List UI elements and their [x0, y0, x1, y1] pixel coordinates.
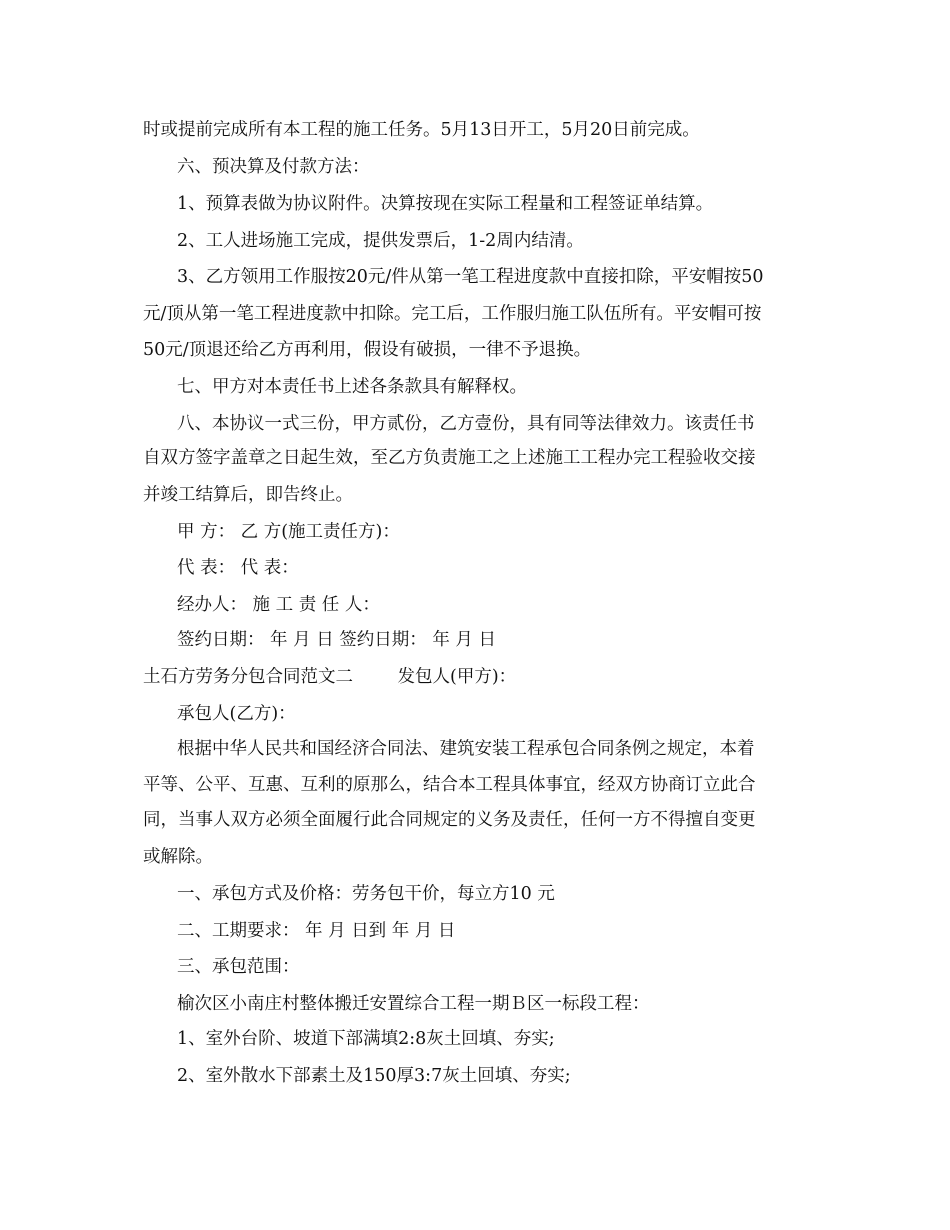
- text-line: 2、室外散水下部素土及150厚3:7灰土回填、夯实;: [177, 1066, 571, 1086]
- section-heading: 六、预决算及付款方法：: [177, 157, 370, 177]
- signature-line: 经办人： 施 工 责 任 人：: [177, 595, 380, 615]
- text-line: 50元/顶退还给乙方再利用，假设有破损，一律不予退换。: [143, 340, 592, 360]
- text-line: 榆次区小南庄村整体搬迁安置综合工程一期Ｂ区一标段工程：: [177, 994, 650, 1014]
- text-line: 承包人(乙方)：: [177, 704, 296, 724]
- text-line: 时或提前完成所有本工程的施工任务。5月13日开工，5月20日前完成。: [143, 120, 700, 140]
- text-line: 元/顶从第一笔工程进度款中扣除。完工后，工作服归施工队伍所有。平安帽可按: [143, 304, 762, 324]
- text-line: 或解除。: [143, 847, 213, 867]
- text-line: 1、预算表做为协议附件。决算按现在实际工程量和工程签证单结算。: [177, 194, 714, 214]
- section-heading: 八、本协议一式三份，甲方贰份，乙方壹份，具有同等法律效力。该责任书: [177, 414, 755, 434]
- text-line: 1、室外台阶、坡道下部满填2:8灰土回填、夯实;: [177, 1029, 555, 1049]
- signature-line: 签约日期： 年 月 日 签约日期： 年 月 日: [177, 630, 496, 650]
- text-line: 3、乙方领用工作服按20元/件从第一笔工程进度款中直接扣除，平安帽按50: [177, 267, 764, 287]
- section-heading: 三、承包范围：: [177, 957, 300, 977]
- section-heading: 一、承包方式及价格：劳务包干价，每立方10 元: [177, 884, 555, 904]
- section-heading: 二、工期要求： 年 月 日到 年 月 日: [177, 921, 456, 941]
- text-line: 根据中华人民共和国经济合同法、建筑安装工程承包合同条例之规定，本着: [177, 739, 755, 759]
- signature-line: 代 表： 代 表：: [177, 558, 299, 578]
- section-heading: 七、甲方对本责任书上述各条款具有解释权。: [177, 377, 527, 397]
- text-line: 2、工人进场施工完成，提供发票后，1-2周内结清。: [177, 231, 584, 251]
- text-line: 平等、公平、互惠、互利的原那么，结合本工程具体事宜，经双方协商订立此合: [143, 775, 756, 795]
- text-line: 同，当事人双方必须全面履行此合同规定的义务及责任，任何一方不得擅自变更: [143, 810, 756, 830]
- text-line: 自双方签字盖章之日起生效，至乙方负责施工之上述施工工程办完工程验收交接: [143, 448, 756, 468]
- contract-title: 土石方劳务分包合同范文二 发包人(甲方)：: [143, 667, 517, 687]
- text-line: 并竣工结算后，即告终止。: [143, 485, 353, 505]
- signature-line: 甲 方： 乙 方(施工责任方)：: [177, 522, 400, 542]
